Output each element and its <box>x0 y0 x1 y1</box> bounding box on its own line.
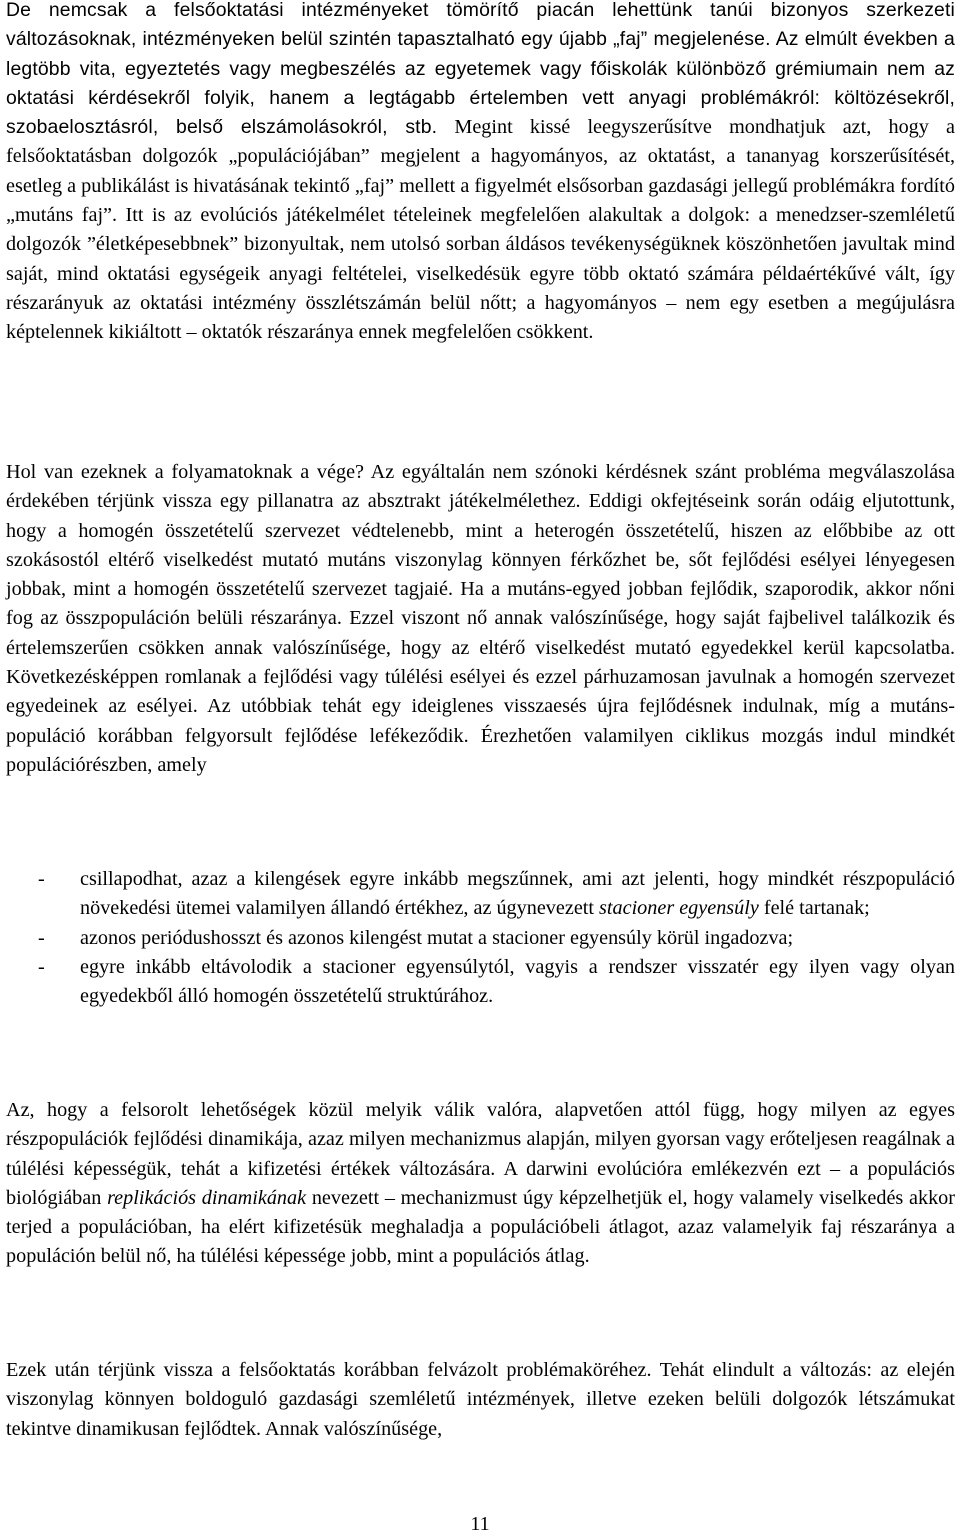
list-dash: - <box>38 955 45 978</box>
list-dash: - <box>38 926 45 949</box>
paragraph-1-sans-text: De nemcsak a felsőoktatási intézményeket tömörítő piacán lehettünk tanúi bizonyos szerkezeti változásoknak, intézményeken belül szintén tapasztalható egy újabb „faj” megjelenése. Az elmúlt években a legtöbb vita, egyeztetés vagy megbeszélés az egyetemek vagy főiskolák különböző grémiumain nem az oktatási kérdésekről folyik, hanem a legtágabb értelemben vett anyagi problémákról: költözésekről, szobaelosztásról, belső elszámolásokról, stb. <box>6 0 955 139</box>
paragraph-3-italic-term: replikációs dinamikának <box>107 1186 307 1209</box>
paragraph-3-text: Az, hogy a felsorolt lehetőségek közül melyik válik valóra, alapvetően attól függ, hogy milyen az egyes részpopulációk fejlődési dinamikája, azaz milyen mechanizmus alapján, milyen gyorsan vagy erőteljesen reagálnak a túlélési képességük, tehát a kifizetési értékek változására. A darwini evolúcióra emlékezvén ezt – a populációs biológiában <box>6 1099 955 1209</box>
page-number: 11 <box>470 1513 490 1535</box>
list-item-text: azonos periódushosszt és azonos kilengést mutat a stacioner egyensúly körül ingadozva; <box>80 926 794 949</box>
paragraph-1 <box>6 0 955 348</box>
list-item <box>6 953 955 1012</box>
paragraph-2: Hol van ezeknek a folyamatoknak a vége? Az egyáltalán nem szónoki kérdésnek szánt probléma megválaszolása érdekében térjünk vissza egy pillanatra az absztrakt játékelmélethez. Eddigi okfejtéseink során odáig eljutottunk, hogy a homogén összetételű szervezet védtelenebb, mint a heterogén összetételű, hiszen az előbbibe az ott szokásostól eltérő viselkedést mutató mutáns viszonylag könnyen férkőzhet be, sőt fejlődési esélyei lényegesen jobbak, mint a homogén összetételű szervezet tagjaié. Ha a mutáns-egyed jobban fejlődik, szaporodik, akkor nőni fog az összpopuláción belüli részaránya. Ezzel viszont nő annak valószínűsége, hogy saját fajbelivel találkozik és értelemszerűen csökken annak valószínűsége, hogy az eltérő viselkedést mutató egyedekkel kerül kapcsolatba. Következésképpen romlanak a fejlődési vagy túlélési esélyei és ezzel párhuzamosan javulnak a homogén szervezet egyedeinek az esélyei. Az utóbbiak tehát egy ideiglenes visszaesés újra fejlődésnek indulnak, míg a mutáns-populáció korábban felgyorsult fejlődése lefékeződik. Érezhetően valamilyen ciklikus mozgás indul mindkét populációrészben, amely <box>6 461 955 776</box>
paragraph-3-text-end: nevezett – mechanizmust úgy képzelhetjük el, hogy valamely viselkedés akkor terjed a populációban, ha elért kifizetésük meghaladja a populációbeli átlagot, azaz valamelyik faj részaránya a populáción belül nő, ha túlélési képessége jobb, mint a populációs átlag. <box>6 1186 955 1268</box>
list-item-text-end: felé tartanak; <box>758 897 870 920</box>
list-item <box>6 865 955 924</box>
list-item-text: csillapodhat, azaz a kilengések egyre inkább megszűnnek, ami azt jelenti, hogy mindkét részpopuláció növekedési ütemei valamilyen állandó értékhez, az úgynevezett <box>80 868 955 920</box>
list-item-italic-term: stacioner egyensúly <box>599 897 759 920</box>
list-dash: - <box>38 868 45 890</box>
list-item <box>6 924 955 953</box>
paragraph-1-text: Megint kissé leegyszerűsítve mondhatjuk azt, hogy a felsőoktatásban dolgozók „populációjában” megjelent a hagyományos, az oktatást, a tananyag korszerűsítését, esetleg a publikálást is hivatásának tekintő „faj” mellett a figyelmét elsősorban gazdasági jellegű problémákra fordító „mutáns faj”. Itt is az evolúciós játékelmélet tételeinek megfelelően alakultak a dolgok: a menedzser-szemléletű dolgozók ”életképesebbnek” bizonyultak, nem utolsó sorban áldásos tevékenységüknek köszönhetően javultak mind saját, mind oktatási egységeik anyagi feltételei, viselkedésük egyre több oktató számára példaértékűvé vált, így részarányuk az oktatási intézmény összlétszámán belül nőtt; a hagyományos – nem egy esetben a megújulásra képtelennek kikiáltott – oktatók részaránya ennek megfelelően csökkent. <box>6 116 956 344</box>
bullet-list <box>6 865 955 1011</box>
paragraph-4: Ezek után térjünk vissza a felsőoktatás korábban felvázolt problémaköréhez. Tehát elindult a változás: az elején viszonylag könnyen boldoguló gazdasági szemléletű intézmények, illetve ezeken belüli dolgozók létszámukat tekintve dinamikusan fejlődtek. Annak valószínűsége, <box>6 1359 955 1440</box>
list-item-text: egyre inkább eltávolodik a stacioner egyensúlytól, vagyis a rendszer visszatér egy ilyen vagy olyan egyedekből álló homogén összetételű struktúrához. <box>80 955 955 1008</box>
paragraph-3 <box>6 1096 955 1272</box>
